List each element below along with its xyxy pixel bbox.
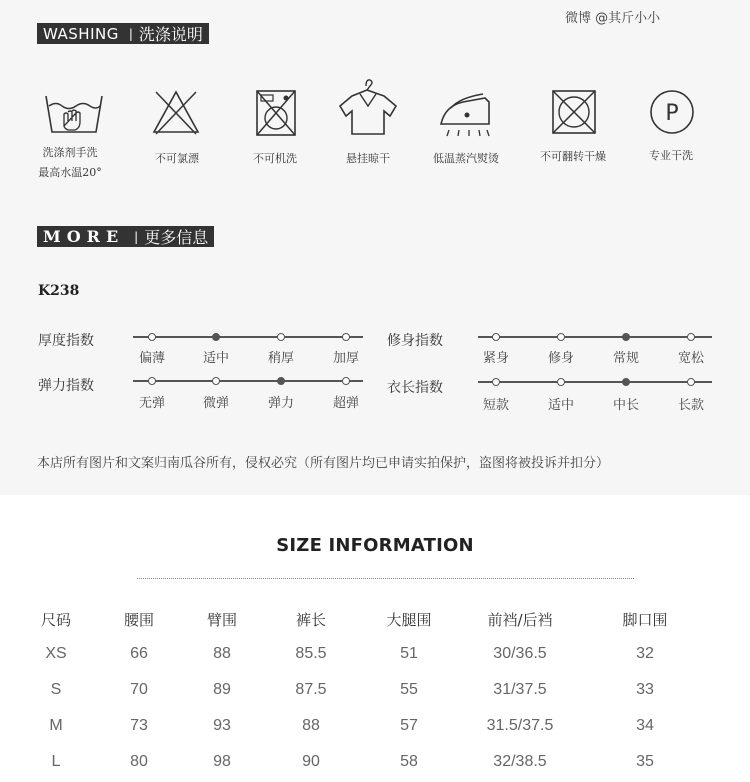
washing-section-label bbox=[37, 23, 209, 44]
rating-track bbox=[478, 381, 712, 383]
rating-dot bbox=[212, 377, 220, 385]
table-header-cell: 前裆/后裆 bbox=[487, 611, 553, 629]
rating-option-label: 紧身 bbox=[482, 351, 509, 366]
rating-dot bbox=[492, 378, 500, 386]
rating-option-label: 加厚 bbox=[332, 351, 359, 366]
rating-option-label: 长款 bbox=[677, 398, 704, 413]
rating-dot bbox=[687, 378, 695, 386]
rating-option-label: 修身 bbox=[547, 351, 574, 366]
separator: | bbox=[130, 226, 142, 247]
table-cell: 31.5/37.5 bbox=[486, 717, 554, 734]
size-information-title: SIZE INFORMATION bbox=[276, 535, 474, 556]
rating-option-label: 弹力 bbox=[267, 396, 294, 411]
rating-title: 厚度指数 bbox=[38, 333, 94, 349]
table-cell: 93 bbox=[213, 717, 231, 734]
rating-option-label: 短款 bbox=[482, 398, 509, 413]
copyright-notice: 本店所有图片和文案归南瓜谷所有，侵权必究（所有图片均已申请实拍保护，盗图将被投诉并扣分） bbox=[37, 456, 610, 471]
rating-dot bbox=[277, 333, 285, 341]
separator: | bbox=[125, 23, 137, 44]
rating-option-label: 宽松 bbox=[677, 351, 704, 366]
table-cell: 73 bbox=[130, 717, 148, 734]
table-header-cell: 脚口围 bbox=[622, 611, 668, 629]
svg-text:P: P bbox=[665, 101, 679, 126]
rating-track bbox=[478, 336, 712, 338]
table-header-cell: 尺码 bbox=[40, 611, 71, 629]
no-tumble-dry-icon bbox=[546, 88, 610, 148]
rating-option-label: 稍厚 bbox=[267, 351, 294, 366]
table-cell: 34 bbox=[636, 717, 654, 734]
rating-dot-selected bbox=[622, 378, 630, 386]
table-cell: 57 bbox=[400, 717, 418, 734]
hang-dry-icon bbox=[336, 76, 400, 136]
rating-option-label: 适中 bbox=[202, 351, 229, 366]
washing-label-zh: 洗涤说明 bbox=[137, 23, 209, 44]
more-label-zh: 更多信息 bbox=[142, 226, 214, 247]
table-header-cell: 裤长 bbox=[295, 611, 326, 629]
rating-option-label: 适中 bbox=[547, 398, 574, 413]
rating-dot bbox=[687, 333, 695, 341]
table-cell: 32/38.5 bbox=[493, 753, 547, 770]
dotted-divider bbox=[137, 578, 634, 579]
care-label-hand-wash: 洗涤剂手洗 最高水温20° bbox=[38, 146, 102, 179]
care-label-low-steam-iron: 低温蒸汽熨烫 bbox=[433, 152, 499, 165]
table-cell: 55 bbox=[400, 681, 418, 698]
care-label-dry-clean: 专业干洗 bbox=[649, 149, 693, 162]
rating-dot bbox=[492, 333, 500, 341]
table-cell: 85.5 bbox=[295, 645, 327, 662]
rating-dot-selected bbox=[622, 333, 630, 341]
table-cell: 70 bbox=[130, 681, 148, 698]
table-cell: M bbox=[49, 717, 63, 734]
table-header-cell: 大腿围 bbox=[386, 611, 432, 629]
table-cell: 89 bbox=[213, 681, 231, 698]
table-cell: 87.5 bbox=[295, 681, 327, 698]
table-cell: 31/37.5 bbox=[493, 681, 547, 698]
care-label-no-tumble-dry: 不可翻转干燥 bbox=[540, 150, 606, 163]
table-cell: 30/36.5 bbox=[493, 645, 547, 662]
washing-label-en: WASHING bbox=[37, 23, 125, 44]
rating-dot-selected bbox=[212, 333, 220, 341]
professional-dry-clean-icon bbox=[646, 88, 710, 148]
rating-track bbox=[133, 336, 363, 338]
table-cell: 80 bbox=[130, 753, 148, 770]
model-number: K238 bbox=[38, 283, 80, 299]
table-cell: S bbox=[50, 681, 62, 698]
table-cell: 90 bbox=[302, 753, 320, 770]
table-header-cell: 臂围 bbox=[206, 611, 237, 629]
care-label-no-machine-wash: 不可机洗 bbox=[253, 152, 297, 165]
more-section-label bbox=[37, 226, 214, 247]
table-cell: 88 bbox=[213, 645, 231, 662]
rating-option-label: 中长 bbox=[612, 398, 639, 413]
care-label-no-bleach: 不可氯漂 bbox=[155, 152, 199, 165]
rating-dot bbox=[148, 333, 156, 341]
table-cell: XS bbox=[45, 645, 67, 662]
rating-dot bbox=[342, 333, 350, 341]
rating-dot-selected bbox=[277, 377, 285, 385]
no-bleach-icon bbox=[146, 88, 210, 148]
rating-title: 修身指数 bbox=[387, 333, 443, 349]
rating-title: 衣长指数 bbox=[387, 380, 443, 396]
table-cell: 66 bbox=[130, 645, 148, 662]
rating-option-label: 偏薄 bbox=[138, 351, 165, 366]
rating-option-label: 常规 bbox=[612, 351, 639, 366]
care-label-hang-dry: 悬挂晾干 bbox=[346, 152, 390, 165]
rating-dot bbox=[557, 378, 565, 386]
rating-track bbox=[133, 380, 363, 382]
rating-option-label: 微弹 bbox=[202, 396, 229, 411]
table-cell: 98 bbox=[213, 753, 231, 770]
table-cell: 32 bbox=[636, 645, 654, 662]
rating-dot bbox=[148, 377, 156, 385]
hand-wash-icon bbox=[42, 88, 106, 148]
rating-option-label: 无弹 bbox=[138, 396, 165, 411]
rating-title: 弹力指数 bbox=[38, 378, 94, 394]
table-cell: 35 bbox=[636, 753, 654, 770]
table-cell: 33 bbox=[636, 681, 654, 698]
table-cell: 58 bbox=[400, 753, 418, 770]
rating-option-label: 超弹 bbox=[332, 396, 359, 411]
no-machine-wash-icon bbox=[248, 88, 312, 148]
weibo-handle: 微博 @其斤小小 bbox=[565, 11, 661, 26]
table-cell: L bbox=[51, 753, 61, 770]
rating-dot bbox=[557, 333, 565, 341]
table-cell: 51 bbox=[400, 645, 418, 662]
more-label-en: MORE bbox=[37, 226, 130, 247]
table-header-cell: 腰围 bbox=[123, 611, 154, 629]
low-steam-iron-icon bbox=[437, 88, 501, 148]
rating-dot bbox=[342, 377, 350, 385]
table-cell: 88 bbox=[302, 717, 320, 734]
